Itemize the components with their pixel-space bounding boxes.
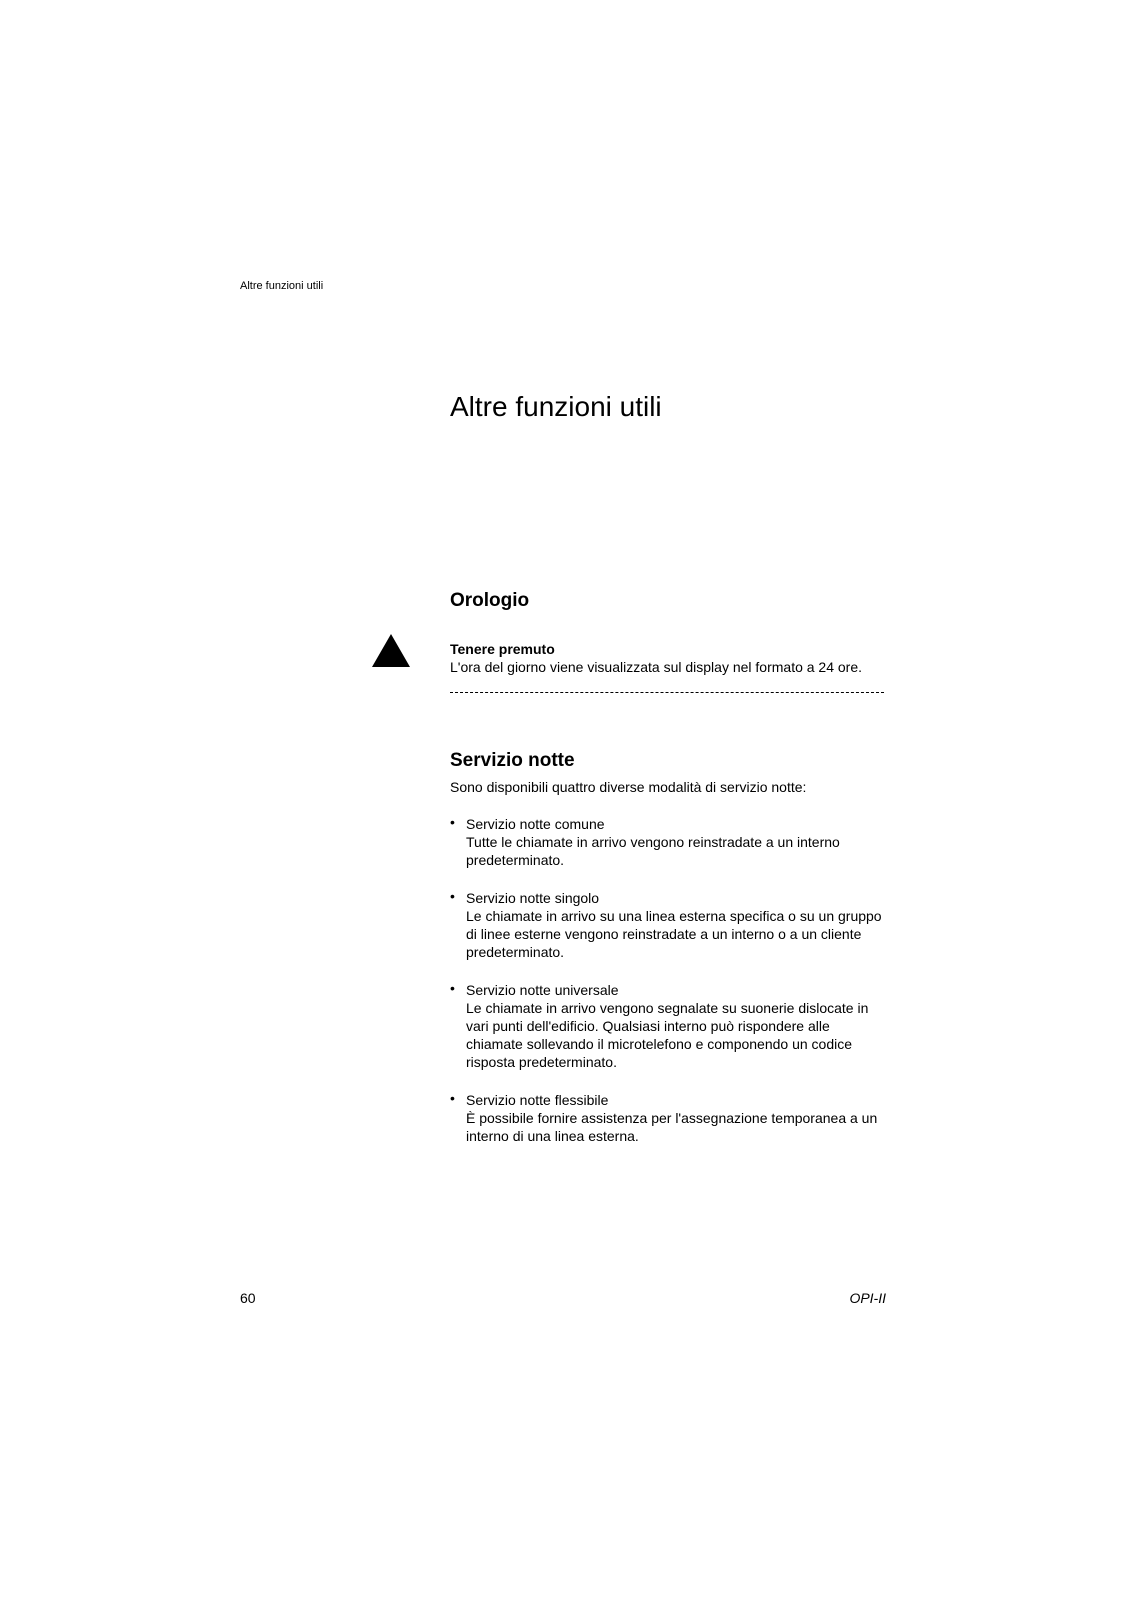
- section-heading-servizio-notte: Servizio notte: [450, 750, 575, 771]
- bullet-icon: •: [450, 888, 455, 904]
- mode-title: Servizio notte flessibile: [466, 1092, 609, 1108]
- mode-description: Le chiamate in arrivo su una linea esterna specifica o su un gruppo di linee esterne vengono reinstradate a un interno o a un cliente predeterminato.: [466, 908, 882, 960]
- step-label: Tenere premuto: [450, 641, 555, 657]
- mode-description: Tutte le chiamate in arrivo vengono reinstradate a un interno predeterminato.: [466, 834, 840, 868]
- mode-title: Servizio notte comune: [466, 816, 605, 832]
- list-item-comune: [450, 815, 890, 869]
- chapter-title: Altre funzioni utili: [450, 391, 662, 422]
- mode-description: Le chiamate in arrivo vengono segnalate su suonerie dislocate in vari punti dell'edificio. Qualsiasi interno può rispondere alle chiamate sollevando il microtelefono e componendo un codice risposta predeterminato.: [466, 1000, 869, 1070]
- list-item-singolo: [450, 889, 890, 961]
- dashed-divider: [450, 692, 884, 693]
- section-intro: Sono disponibili quattro diverse modalità di servizio notte:: [450, 779, 807, 795]
- night-service-mode-list: [450, 815, 890, 1165]
- triangle-key-icon: [372, 634, 410, 667]
- product-name: OPI-II: [849, 1290, 886, 1306]
- step-description: L'ora del giorno viene visualizzata sul display nel formato a 24 ore.: [450, 659, 863, 675]
- bullet-icon: •: [450, 1090, 455, 1106]
- mode-description: È possibile fornire assistenza per l'assegnazione temporanea a un interno di una linea esterna.: [466, 1110, 878, 1144]
- page-number: 60: [240, 1290, 256, 1306]
- list-item-universale: [450, 981, 890, 1071]
- bullet-icon: •: [450, 814, 455, 830]
- section-heading-orologio: Orologio: [450, 590, 530, 611]
- list-item-flessibile: [450, 1091, 890, 1145]
- mode-title: Servizio notte singolo: [466, 890, 600, 906]
- running-head: Altre funzioni utili: [240, 280, 324, 292]
- mode-title: Servizio notte universale: [466, 982, 619, 998]
- bullet-icon: •: [450, 980, 455, 996]
